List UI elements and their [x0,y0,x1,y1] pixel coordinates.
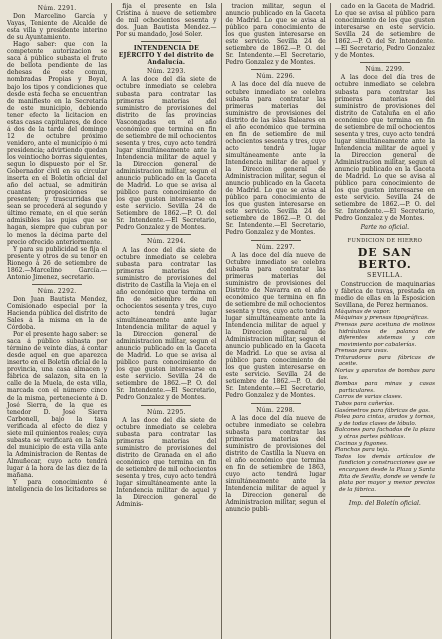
column-3 [222,3,331,639]
notice-paragraph: A las doce del día siete de octubre inmediato se celebra subasta para contratar las primeras materias del suministro de provisiones del distrito de las provincias Vascongadas en el año económico que termina en fin de setiembre de mil ochocientos sesenta y tres, cuyo acto tendrá lugar simultáneamente ante la Intendencia militar de aquel y la Direccion general de administracion militar, segun el anuncio publicado en la Gaceta de Madrid. Lo que se avisa al público para conocimiento de los que gusten interesarse en este servicio. Sevilla 24 de Setiembre de 1862.—P. O. del Sr. Intendente.—El Secretario, Pedro Gonzalez y de Montes. [116,76,217,232]
notice-number: Núm. 2293. [146,68,186,76]
notice-paragraph: Y para su publicidad se fija el presente y otros de su tenor en Rionego á 26 de setiembre de 1862.—Marcelino García.—Antonio Jimenez, secretario. [7,245,108,281]
divider-rule [360,496,410,497]
advert-list-item: Máquinas de vapor. [334,308,391,315]
divider-rule [360,234,410,235]
column-1 [3,3,112,639]
notice-paragraph: Don Juan Bautista Mendez, Comisionado especial por la Hacienda pública del distrito de Sales á la misma en la de Córdoba. [7,295,108,332]
advert-subheading: FUNDICION DE HIERRO [347,238,423,245]
notice-number: Núm. 2298. [256,406,296,414]
notice-paragraph: A las doce del día tres de octubre inmediato se celebra subasta para contratar las primeras materias del suministro de provisiones del distrito de Cataluña en el año económico que termina en fin de setiembre de mil ochocientos sesenta y tres, cuyo acto tendrá lugar simultáneamente ante la Intendencia militar de aquel y la Direccion general de Administracion militar, segun el anuncio publicado en la Gaceta de Madrid. Lo que se avisa al público para conocimiento de los que gusten interesarse en este servicio. Sevilla 24 de setiembre de 1862.—P. O. del Sr. Intendente.—El Secretario, Pedro Gonzalez y de Montes. [334,74,435,223]
advert-list-item: Bombas para minas y casas particulares. [334,381,435,394]
notice-number: Núm. 2291. [37,5,77,12]
notice-paragraph: fija el presente en Isla Cristina á nueve de setiembre de mil ochocientos sesenta y dos. Juan Bautista Mendez.—Por su mandado, José Soler. [116,3,217,39]
divider-rule [251,403,301,404]
divider-rule [141,41,191,42]
advert-list-item: Cocinas y fogones. [334,440,388,447]
advert-list-item: Todos los demás artículos de fundicion y construcciones que se encarguen desde la Plaza y Santa Rita de Sevilla, donde se vende la plata por mayor y menor precios de la fábrica. [334,453,435,493]
notice-number: Núm. 2292. [37,287,77,295]
notice-paragraph: A las doce del día nueve de octubre inmediato se celebra subasta para contratar las primeras materias del suministro de provisiones del distrito de Castilla la Nueva en el año económico que termina en fin de setiembre de 1863, cuyo acto tendrá lugar simultáneamente ante la Intendencia militar de aquel y la Direccion general de Administracion militar, segun el anuncio publi- [225,414,326,514]
section-label: Parte no oficial. [360,224,410,232]
notice-number: Núm. 2296. [256,73,296,81]
notice-number: Núm. 2299. [365,66,405,74]
notice-paragraph: Y para conocimiento é inteligencia de los licitadores se [7,479,108,494]
notice-paragraph: cado en la Gaceta de Madrid. Lo que se avisa al público para conocimiento de los que gusten interesarse en este servicio. Sevilla 24 de setiembre de 1862.—P. O. del Sr. Intendente.—El Secretario, Pedro Gonzalez y de Montes. [334,3,435,60]
advert-list-item: Planchas para teja. [334,447,390,454]
advert-list-item: Polea para cintas, arados y tornos, y de todas clases de lóbulo. [334,414,435,427]
advert-heading: DE SAN BERTO. [357,245,413,271]
advert-list-item: Balcones para fachadas de la plaza y otras partes públicas. [334,427,435,441]
advert-list-item: Carros de varias clases. [334,394,403,401]
advert-list-item: Prensas para uvas. [334,348,389,355]
divider-rule [251,240,301,241]
column-2 [112,3,221,639]
notice-paragraph: Hago saber: que con la competente autorizacion se saca á público subasta el fruto de bellota pendiente de las dehesas de este comun, nombradas Propias y Boyal, bajo los tipos y condiciones que desde esta fecha se encuentran de manifiesto en la Secretaría de este municipio, debiendo tener efecto la licitacion en estas casas capitulares, de doce á dos de la tarde del domingo 12 de octubre próximo venidero, ante el municipio ó mi presidencia; advirtiendo quedan los veintiocho borras siguientes, segun lo dispuesto por el Sr. Gobernador civil en su circular inserta en el Boletín oficial del año del actual, se admitirán cuantas proposiciones se presenten; y trascurridas que sean se procederá al segundo y último remate, en el que serán admisibles las pujas que se hagan, siempre que cubran por lo menos la décima parte del precio ofrecido anteriormente. [7,41,108,246]
notice-paragraph: A las doce del día nueve de Octubre inmediato se celebra subasta para contratar las primeras materias del suministro de provisiones del Distrito de Navarra en el año económico que termina en fin de setiembre de mil ochocientos sesenta y tres, cuyo acto tendrá lugar simultáneamente ante la Intendencia militar de aquel y la Direccion general de Administracion militar, segun el anuncio publicado en la Gaceta de Madrid. Lo que se avisa al público para conocimiento de los que gusten interesarse en este servicio. Sevilla 24 de setiembre de 1862.—P. O. del Sr. Intendente.—El Secretario, Pedro Gonzalez y de Montes. [225,251,326,400]
notice-number: Núm. 2297. [256,243,296,251]
notice-number: Núm. 2294. [146,238,186,246]
notice-paragraph: Por el presente hago saber: se saca á público subasta por término de veinte días, á contar desde aquel en que aparezca inserto en el Boletín oficial de la provincia, una casa almacen y fábrica de salazon, sita en la calle de la Muela, de esta villa, marcada con el número cinco de la misma, perteneciente á D. José Sierra, de la que es tenedor D. José Sierra Carbonell, bajo la tasa verificada al efecto de diez y siete mil quinientos reales; cuya subasta se verificará en la Sala del municipio de esta villa ante la Administracion de Rentas de Almuñecar, cuyo acto tendrá lugar á la hora de las diez de la mañana. [7,331,108,480]
notice-paragraph: A las doce del día siete de octubre inmediato se celebra subasta para contratar las primeras materias del suministro de provisiones del distrito de Castilla la Vieja en el año económico que termina en fin de setiembre de mil ochocientos sesenta y tres, cuyo acto tendrá lugar simultáneamente ante la Intendencia militar de aquel y la Direccion general de administracion militar, segun el anuncio publicado en la Gaceta de Madrid. Lo que se avisa al público para conocimiento de los que gusten interesarse en este servicio. Sevilla 24 de setiembre de 1862.—P. O. del Sr. Intendente.—El Secretario, Pedro Gonzalez y de Montes. [116,246,217,402]
column-4 [331,3,439,639]
divider-rule [251,69,301,70]
section-label: Imp. del Boletín oficial. [348,500,421,508]
advert-list-item: Máquinas y prensas tipográficas. [334,315,429,322]
notice-paragraph: Don Marcelino García y Vayas, Teniente de Alcalde de esta villa y presidente interino de su Ayuntamiento. [7,13,108,42]
divider-rule [360,62,410,63]
advert-town: SEVILLA. [367,271,403,279]
advert-list-item: Gasómetros para fábricas de gas. [334,407,430,414]
divider-rule [32,284,82,285]
advert-list-item: Norias y aparatos de bombas para las. [334,368,435,381]
advert-list-item: Prensas para aceituna de molinos hidráulicos de palanca de diferentes sistemas y con movimiento por cabalerías. [334,321,435,348]
notice-paragraph: A las doce del día siete de octubre inmediato se celebra subasta para contratar las primeras materias del suministro de provisiones del distrito de Granada en el año económico que termina en fin de setiembre de mil ochocientos sesenta y tres, cuyo acto tendrá lugar simultáneamente ante la Intendencia militar de aquel y la Direccion general de Adminis- [116,416,217,509]
divider-rule [141,405,191,406]
section-heading: INTENDENCIA DE EJÉRCITO Y del distrito de Andalucía. [118,45,214,67]
advert-list-item: Tubos para cañerías. [334,401,395,408]
notice-paragraph: tracion militar, segun el anuncio publicado en la Gaceta de Madrid. Lo que se avisa al público para conocimiento de los que gusten interesarse en este servicio. Sevilla 24 de setiembre de 1862.—P. O. del Sr. Intendente.—El Secretario, Pedro Gonzalez y de Montes. [225,3,326,67]
notice-paragraph: Construccion de maquinarias y fábrica de tuvas, prestada en medio de ellas en la Esposicion Sevillana, de Perez hermanos. [334,280,435,309]
notice-number: Núm. 2295. [146,408,186,416]
advert-list-item: Trituradoras para fábricas de aceite. [334,354,435,368]
divider-rule [141,234,191,235]
notice-paragraph: A las doce del día nueve de octubre inmediato se celebra subasta para contratar las primeras materias del suministro de provisiones del distrito de las islas Baleares en el año económico que termina en fin de setiembre de mil ochocientos sesenta y tres, cuyo acto tendrá lugar simultáneamente ante la Intendencia militar de aquel y la Direccion general de Administracion militar, segun el anuncio publicado en la Gaceta de Madrid. Lo que se avisa al público para conocimiento de los que gusten interesarse en este servicio. Sevilla 24 de setiembre de 1862.—P. O. del Sr. Intendente.—El Secretario, Pedro Gonzalez y de Montes. [225,81,326,237]
